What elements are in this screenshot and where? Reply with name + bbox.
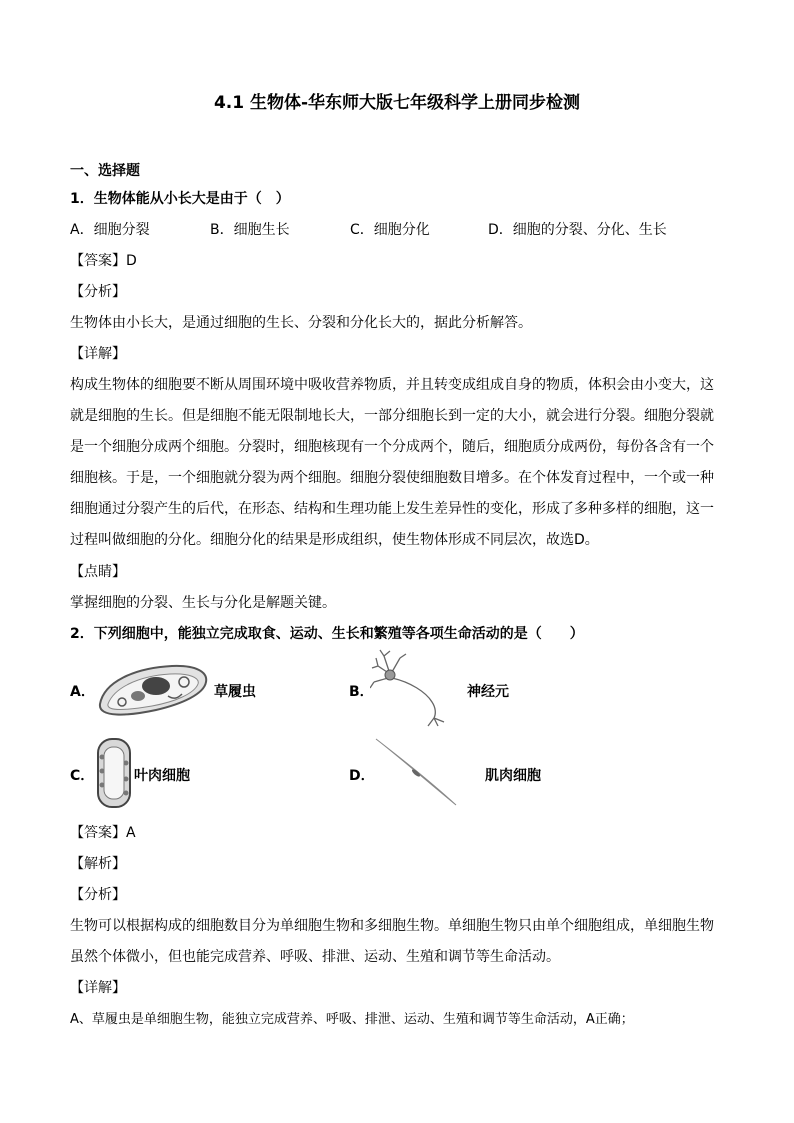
question-2-stem: 2．下列细胞中，能独立完成取食、运动、生长和繁殖等各项生命活动的是（ ） <box>70 626 584 642</box>
q2-option-c-label: 叶肉细胞 <box>134 768 190 784</box>
q2-option-d-letter: D． <box>349 768 375 784</box>
q2-option-b-letter: B． <box>349 684 374 700</box>
q2-option-d-label: 肌肉细胞 <box>485 768 541 784</box>
section-heading: 一、选择题 <box>70 163 140 179</box>
q1-detail-line: 过程叫做细胞的分化。细胞分化的结果是形成组织，使生物体形成不同层次，故选D。 <box>70 532 599 548</box>
q2-analysis-label: 【分析】 <box>70 887 126 903</box>
q1-detail-line: 细胞核。于是，一个细胞就分裂为两个细胞。细胞分裂使细胞数目增多。在个体发育过程中，一个或一种 <box>70 470 714 486</box>
paramecium-icon <box>94 660 212 720</box>
q1-option-a: A．细胞分裂 <box>70 222 150 238</box>
q2-option-b-label: 神经元 <box>467 684 509 700</box>
q1-tip-label: 【点睛】 <box>70 564 126 580</box>
question-1-stem: 1．生物体能从小长大是由于（ ） <box>70 191 290 207</box>
q1-option-b: B．细胞生长 <box>210 222 290 238</box>
q2-detail-label: 【详解】 <box>70 980 126 996</box>
q1-detail-label: 【详解】 <box>70 346 126 362</box>
q2-option-c-letter: C． <box>70 768 95 784</box>
q1-detail-line: 就是细胞的生长。但是细胞不能无限制地长大，一部分细胞长到一定的大小，就会进行分裂。细胞分裂就 <box>70 408 714 424</box>
q2-detail-line: A、草履虫是单细胞生物，能独立完成营养、呼吸、排泄、运动、生殖和调节等生命活动，A正确； <box>70 1012 634 1027</box>
q2-option-a-label: 草履虫 <box>214 684 256 700</box>
q1-analysis-label: 【分析】 <box>70 284 126 300</box>
leaf-cell-icon <box>96 737 132 809</box>
q1-analysis: 生物体由小长大，是通过细胞的生长、分裂和分化长大的，据此分析解答。 <box>70 315 532 331</box>
q2-option-a-letter: A． <box>70 684 95 700</box>
muscle-cell-icon <box>372 737 462 809</box>
q1-tip: 掌握细胞的分裂、生长与分化是解题关键。 <box>70 595 336 611</box>
q1-option-c: C．细胞分化 <box>350 222 430 238</box>
q2-explain-label: 【解析】 <box>70 856 126 872</box>
q1-detail-line: 是一个细胞分成两个细胞。分裂时，细胞核现有一个分成两个，随后，细胞质分成两份，每份各含有一个 <box>70 439 714 455</box>
q1-detail-line: 细胞通过分裂产生的后代，在形态、结构和生理功能上发生差异性的变化，形成了多种多样的细胞，这一 <box>70 501 714 517</box>
page-title: 4.1 生物体-华东师大版七年级科学上册同步检测 <box>213 93 581 113</box>
q1-detail-line: 构成生物体的细胞要不断从周围环境中吸收营养物质，并且转变成组成自身的物质，体积会由小变大，这 <box>70 377 714 393</box>
q2-analysis-line: 生物可以根据构成的细胞数目分为单细胞生物和多细胞生物。单细胞生物只由单个细胞组成，单细胞生物 <box>70 918 714 934</box>
q2-analysis-line: 虽然个体微小，但也能完成营养、呼吸、排泄、运动、生殖和调节等生命活动。 <box>70 949 560 965</box>
q2-answer: 【答案】A <box>70 825 136 841</box>
neuron-icon <box>370 648 465 728</box>
q1-answer: 【答案】D <box>70 253 137 269</box>
q1-option-d: D．细胞的分裂、分化、生长 <box>488 222 667 238</box>
